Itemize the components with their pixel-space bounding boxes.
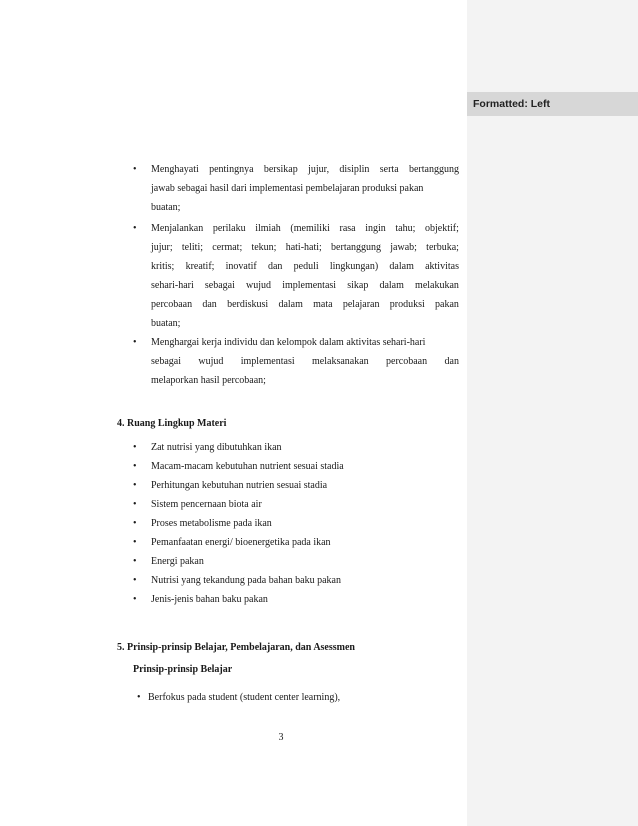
paragraph-line: melaporkan hasil percobaan; [151, 375, 266, 386]
paragraph-line: Menghargai kerja individu dan kelompok dalam aktivitas sehari-hari [151, 337, 426, 348]
word: bersikap [263, 164, 298, 175]
word: produksi [389, 299, 425, 310]
bullet-marker: • [133, 480, 137, 491]
word: objektif; [425, 223, 459, 234]
word: sebagai [151, 356, 181, 367]
word: melakukan [415, 280, 459, 291]
paragraph-line: buatan; [151, 318, 181, 329]
list-item: Pemanfaatan energi/ bioenergetika pada ikan [151, 537, 331, 548]
bullet-marker: • [133, 594, 137, 605]
word: implementasi [282, 280, 337, 291]
word: pelajaran [342, 299, 380, 310]
list-item: Nutrisi yang tekandung pada bahan baku pakan [151, 575, 341, 586]
bullet-marker: • [133, 337, 137, 348]
paragraph-line: buatan; [151, 202, 181, 213]
word: berdiskusi [227, 299, 269, 310]
word: kritis; [151, 261, 175, 272]
list-item: Sistem pencernaan biota air [151, 499, 262, 510]
word: rasa [339, 223, 356, 234]
bullet-marker: • [133, 556, 137, 567]
word: ingin [365, 223, 386, 234]
word: jawab; [390, 242, 417, 253]
paragraph-line [151, 222, 459, 236]
list-item: Proses metabolisme pada ikan [151, 518, 272, 529]
word: bertanggung [331, 242, 382, 253]
word: disiplin [339, 164, 370, 175]
word: ilmiah [255, 223, 281, 234]
word: teliti; [181, 242, 204, 253]
paragraph-line [151, 241, 459, 255]
bullet-marker: • [133, 442, 137, 453]
word: sebagai [204, 280, 235, 291]
bullet-marker: • [133, 499, 137, 510]
word: pentingnya [209, 164, 254, 175]
word: sikap [347, 280, 369, 291]
bullet-marker: • [133, 223, 137, 234]
list-item: Macam-macam kebutuhan nutrient sesuai stadia [151, 461, 344, 472]
paragraph-line [151, 279, 459, 293]
word: percobaan [386, 356, 428, 367]
word: tahu; [395, 223, 416, 234]
word: sehari-hari [151, 280, 194, 291]
word: tekun; [251, 242, 277, 253]
word: peduli [293, 261, 319, 272]
paragraph-line [151, 355, 459, 369]
word: implementasi [240, 356, 295, 367]
list-item: Berfokus pada student (student center learning), [148, 692, 341, 703]
word: serta [379, 164, 399, 175]
word: cermat; [212, 242, 243, 253]
word: dalam [278, 299, 303, 310]
comment-margin [467, 0, 638, 826]
word: dan [267, 261, 283, 272]
word: dalam [389, 261, 414, 272]
paragraph-line [151, 163, 459, 177]
word: dalam [379, 280, 404, 291]
word: dan [444, 356, 459, 367]
word: percobaan [151, 299, 193, 310]
word: jujur; [151, 242, 173, 253]
bullet-marker: • [133, 575, 137, 586]
paragraph-line [151, 260, 459, 274]
section-5-heading: 5. Prinsip-prinsip Belajar, Pembelajaran, dan Asessmen [117, 642, 355, 653]
page-number: 3 [278, 732, 284, 743]
word: hati-hati; [285, 242, 322, 253]
word: mata [313, 299, 333, 310]
word: kreatif; [185, 261, 215, 272]
word: Menghayati [151, 164, 199, 175]
bullet-marker: • [133, 518, 137, 529]
word: aktivitas [425, 261, 459, 272]
word: (memiliki [290, 223, 330, 234]
word: jujur, [308, 164, 330, 175]
word: Menjalankan [151, 223, 204, 234]
word: bertanggung [408, 164, 459, 175]
section-5-subheading: Prinsip-prinsip Belajar [133, 664, 233, 675]
bullet-marker: • [133, 164, 137, 175]
list-item: Perhitungan kebutuhan nutrien sesuai stadia [151, 480, 328, 491]
word: terbuka; [426, 242, 459, 253]
word: pakan [435, 299, 459, 310]
word: dan [202, 299, 217, 310]
list-item: Jenis-jenis bahan baku pakan [151, 594, 268, 605]
list-item: Zat nutrisi yang dibutuhkan ikan [151, 442, 282, 453]
bullet-marker: • [133, 461, 137, 472]
word: wujud [246, 280, 272, 291]
list-item: Energi pakan [151, 556, 204, 567]
word: wujud [198, 356, 224, 367]
word: inovatif [225, 261, 257, 272]
bullet-marker: • [133, 537, 137, 548]
word: lingkungan) [329, 261, 379, 272]
paragraph-line: jawab sebagai hasil dari implementasi pembelajaran produksi pakan [151, 183, 424, 194]
word: melaksanakan [312, 356, 369, 367]
formatting-comment[interactable]: Formatted: Left [467, 92, 638, 116]
section-4-heading: 4. Ruang Lingkup Materi [117, 418, 227, 429]
paragraph-line [151, 298, 459, 312]
word: perilaku [212, 223, 246, 234]
bullet-marker: • [137, 692, 141, 703]
